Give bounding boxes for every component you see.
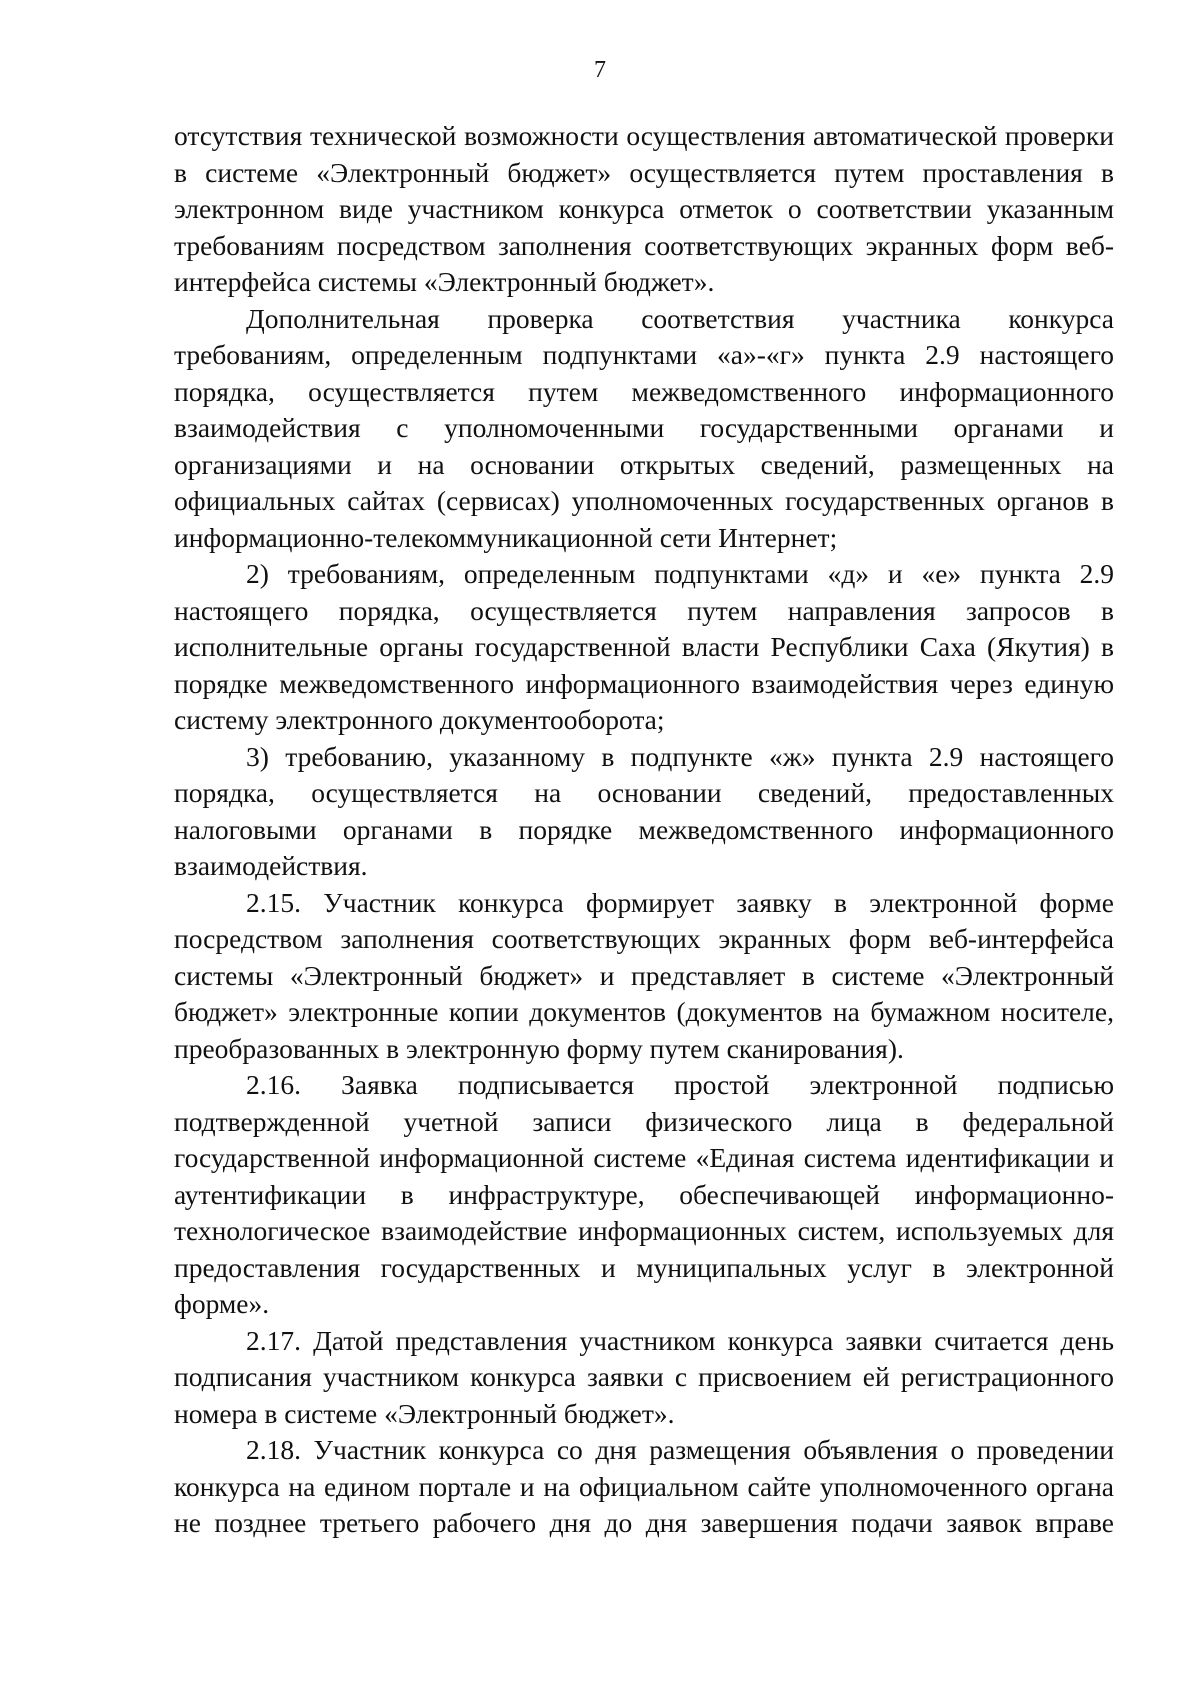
paragraph-item-3: 3) требованию, указанному в подпункте «ж» пункта 2.9 настоящего порядка, осуществляется на основании сведений, предоставленных налоговыми органами в порядке межведомственного информационного взаимодействия. [174,740,1114,881]
paragraph-2-16: 2.16. Заявка подписывается простой электронной подписью подтвержденной учетной записи физического лица в федеральной государственной информационной системе «Единая система идентификации и аутентификации в инфраструктуре, обеспечивающей информационно-технологическое взаимодействие информационных систем, используемых для предоставления государственных и муниципальных услуг в электронной форме». [174,1069,1114,1319]
paragraph-continuation: отсутствия технической возможности осуществления автоматической проверки в системе «Электронный бюджет» осуществляется путем проставления в электронном виде участником конкурса отметок о соответствии указанным требованиям посредством заполнения соответствующих экранных форм веб-интерфейса системы «Электронный бюджет». [174,120,1114,297]
page-number: 7 [594,57,606,83]
paragraph-2-17: 2.17. Датой представления участником конкурса заявки считается день подписания участником конкурса заявки с присвоением ей регистрационного номера в системе «Электронный бюджет». [174,1324,1114,1429]
paragraph-item-2: 2) требованиям, определенным подпунктами «д» и «е» пункта 2.9 настоящего порядка, осуществляется путем направления запросов в исполнительные органы государственной власти Республики Саха (Якутия) в порядке межведомственного информационного взаимодействия через единую систему электронного документооборота; [174,558,1114,735]
document-body [174,118,1114,1542]
paragraph-2-18: 2.18. Участник конкурса со дня размещения объявления о проведении конкурса на едином портале и на официальном сайте уполномоченного органа не позднее третьего рабочего дня до дня завершения подачи заявок вправе [174,1434,1114,1538]
paragraph-additional-check: Дополнительная проверка соответствия участника конкурса требованиям, определенным подпунктами «а»-«г» пункта 2.9 настоящего порядка, осуществляется путем межведомственного информационного взаимодействия с уполномоченными государственными органами и организациями и на основании открытых сведений, размещенных на официальных сайтах (сервисах) уполномоченных государственных органов в информационно-телекоммуникационной сети Интернет; [174,302,1114,553]
paragraph-2-15: 2.15. Участник конкурса формирует заявку в электронной форме посредством заполнения соответствующих экранных форм веб-интерфейса системы «Электронный бюджет» и представляет в системе «Электронный бюджет» электронные копии документов (документов на бумажном носителе, преобразованных в электронную форму путем сканирования). [174,886,1114,1064]
